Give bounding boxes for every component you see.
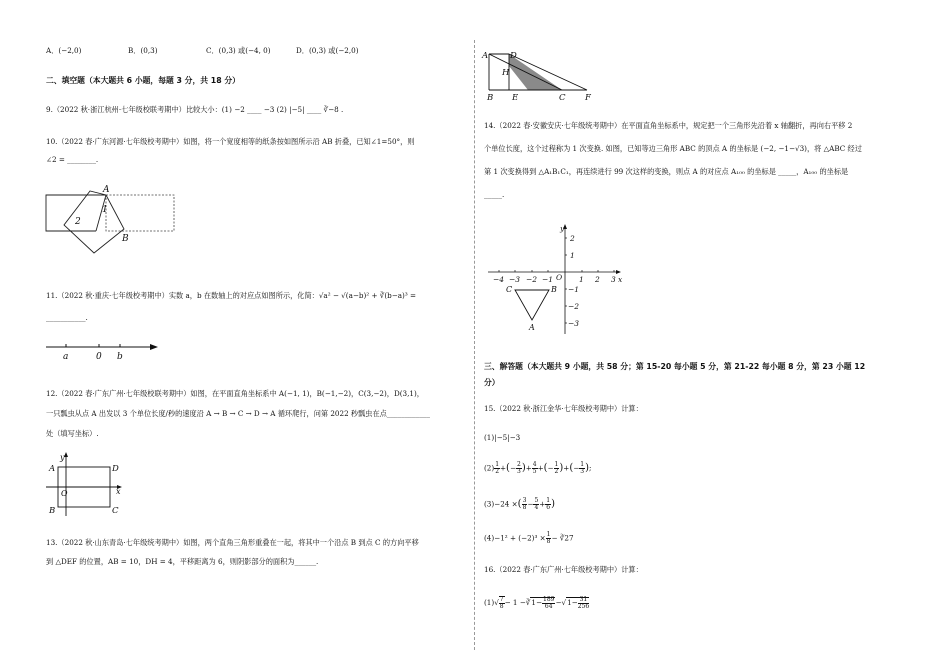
column-divider: [474, 40, 475, 650]
q14-label-c: C: [506, 285, 513, 294]
q12-line1: 12.（2022 春·广东广州·七年级校联考期中）如图，在平面直角坐标系中 A(−1, 1)，B(−1,−2)，C(3,−2)，D(3,1)，: [46, 389, 424, 398]
q11-label-zero: 0: [96, 352, 102, 362]
section3-heading: 三、解答题（本大题共 9 小题，共 58 分；第 15-20 每小题 5 分，第 21-22 每小题 8 分，第 23 小题 12: [484, 362, 866, 371]
q9-text: 9.（2022 秋·浙江杭州·七年级校联考期中）比较大小：(1) −2 ____ −3 (2) |−5| ____ ∛−8 .: [46, 105, 344, 114]
q13-label-c: C: [559, 93, 566, 103]
q15-part2: (2) $\frac{1}{2}$ +(− $\frac{2}{3}$ )+ $\frac{4}{5}$ +(− $\frac{1}{2}$ )+(− $\frac{1}{3}$ );: [484, 461, 592, 475]
q12-line2: 一只瓢虫从点 A 出发以 3 个单位长度/秒的速度沿 A → B → C → D → A 循环爬行，问第 2022 秒瓢虫在点____________: [46, 409, 430, 418]
q13-line1: 13.（2022 秋·山东青岛·七年级统考期中）如图，两个直角三角形重叠在一起，将其中一个沿点 B 到点 C 的方向平移: [46, 538, 419, 547]
q14-label-a: A: [529, 323, 535, 332]
q14-coordinate-figure: [488, 224, 623, 336]
q14-xtick-neg2: −2: [526, 275, 538, 284]
q10-label-a: A: [103, 185, 110, 195]
q12-label-y: y: [60, 453, 65, 462]
q13-label-d: D: [510, 51, 517, 61]
q15-part3: (3)−24 ×( $\frac{3}{8}$ − $\frac{5}{4}$ + $\frac{1}{6}$ ): [484, 497, 556, 511]
choice-d: D．(0,3) 或(−2,0): [296, 46, 359, 55]
q14-label-x: x: [618, 275, 623, 284]
q10-line2: ∠2 = ________.: [46, 155, 99, 164]
q14-line3: 第 1 次变换得到 △A₁B₁C₁，再连续进行 99 次这样的变换，则点 A 的对应点 A₁₀₀ 的坐标是 _____，A₁₀₀ 的坐标是: [484, 167, 849, 176]
q13-label-h: H: [502, 68, 510, 78]
q10-label-b: B: [122, 234, 129, 244]
q12-label-d: D: [112, 464, 119, 474]
fraction: $\frac{1}{2}$: [495, 461, 500, 475]
q11-line1: 11.（2022 秋·重庆·七年级校考期中）实数 a，b 在数轴上的对应点如图所示，化简：√a² − √(a−b)² + ∛(b−a)³ =: [46, 291, 417, 300]
q14-line1: 14.（2022 春·安徽安庆·七年级统考期中）在平面直角坐标系中，规定把一个三角形先沿着 x 轴翻折，再向右平移 2: [484, 121, 853, 130]
q10-line1: 10.（2022 春·广东河源·七年级校考期中）如图，将一个宽度相等的纸条按如图所示沿 AB 折叠，已知∠1=50°，则: [46, 137, 415, 146]
q11-label-a: a: [63, 352, 69, 362]
q14-ytick-1: 1: [570, 251, 575, 260]
q14-label-y: y: [560, 224, 565, 233]
q13-label-a: A: [482, 51, 489, 61]
q11-label-b: b: [117, 352, 123, 362]
q10-fold-figure: [46, 183, 176, 253]
choice-a: A．(−2,0): [46, 46, 82, 55]
q12-coordinate-figure: [46, 452, 126, 518]
q10-label-1: 1: [102, 205, 108, 215]
q14-ytick-2: 2: [570, 234, 575, 243]
q14-xtick-1: 1: [579, 275, 584, 284]
q14-ytick-neg1: −1: [568, 285, 580, 294]
q15-part2-label: (2): [484, 463, 495, 473]
q14-xtick-neg4: −4: [493, 275, 505, 284]
q13-label-e: E: [512, 93, 519, 103]
q14-xtick-neg1: −1: [542, 275, 554, 284]
choice-c: C．(0,3) 或(−4, 0): [206, 46, 271, 55]
section3-heading-cont: 分）: [484, 378, 500, 387]
q15-title: 15.（2022 秋·浙江金华·七年级校考期中）计算：: [484, 404, 643, 413]
q13-line2: 到 △DEF 的位置，AB = 10，DH = 4，平移距离为 6，则阴影部分的面积为______.: [46, 557, 319, 566]
q10-label-2: 2: [75, 217, 81, 227]
q12-label-b: B: [49, 506, 56, 516]
q14-line2: 个单位长度，这个过程称为 1 次变换. 如图，已知等边三角形 ABC 的顶点 A 的坐标是 (−2, −1−√3)，将 △ABC 经过: [484, 144, 862, 153]
q14-xtick-neg3: −3: [509, 275, 521, 284]
choice-b: B．(0,3): [128, 46, 158, 55]
q12-label-o: O: [61, 489, 68, 498]
q11-line2: ___________.: [46, 313, 88, 322]
section2-heading: 二、填空题（本大题共 6 小题，每题 3 分，共 18 分）: [46, 76, 240, 85]
q13-label-f: F: [585, 93, 591, 103]
q14-ytick-neg3: −3: [568, 319, 580, 328]
q15-part1: (1)|−5|−3: [484, 433, 521, 442]
q12-line3: 处（填写坐标）.: [46, 429, 99, 438]
q11-number-line: [46, 338, 161, 363]
q16-part1: (1)√ $\frac{7}{8}$ − 1 −∛1− $\frac{189}{64}$ −√1− $\frac{31}{256}$: [484, 595, 590, 610]
q13-triangle-figure: [482, 50, 597, 102]
q14-xtick-3: 3: [611, 275, 616, 284]
q14-label-b: B: [551, 285, 557, 294]
q12-label-x: x: [116, 487, 121, 496]
q14-label-o: O: [556, 273, 563, 282]
q13-label-b: B: [487, 93, 494, 103]
q12-label-c: C: [112, 506, 119, 516]
q15-part4: (4)−1² + (−2)³ × $\frac{1}{8}$ − ∛27: [484, 531, 574, 545]
q14-line4: _____.: [484, 190, 505, 199]
q14-xtick-2: 2: [595, 275, 600, 284]
q12-label-a: A: [49, 464, 56, 474]
q14-ytick-neg2: −2: [568, 302, 580, 311]
q16-title: 16.（2022 春·广东广州·七年级校考期中）计算：: [484, 565, 643, 574]
